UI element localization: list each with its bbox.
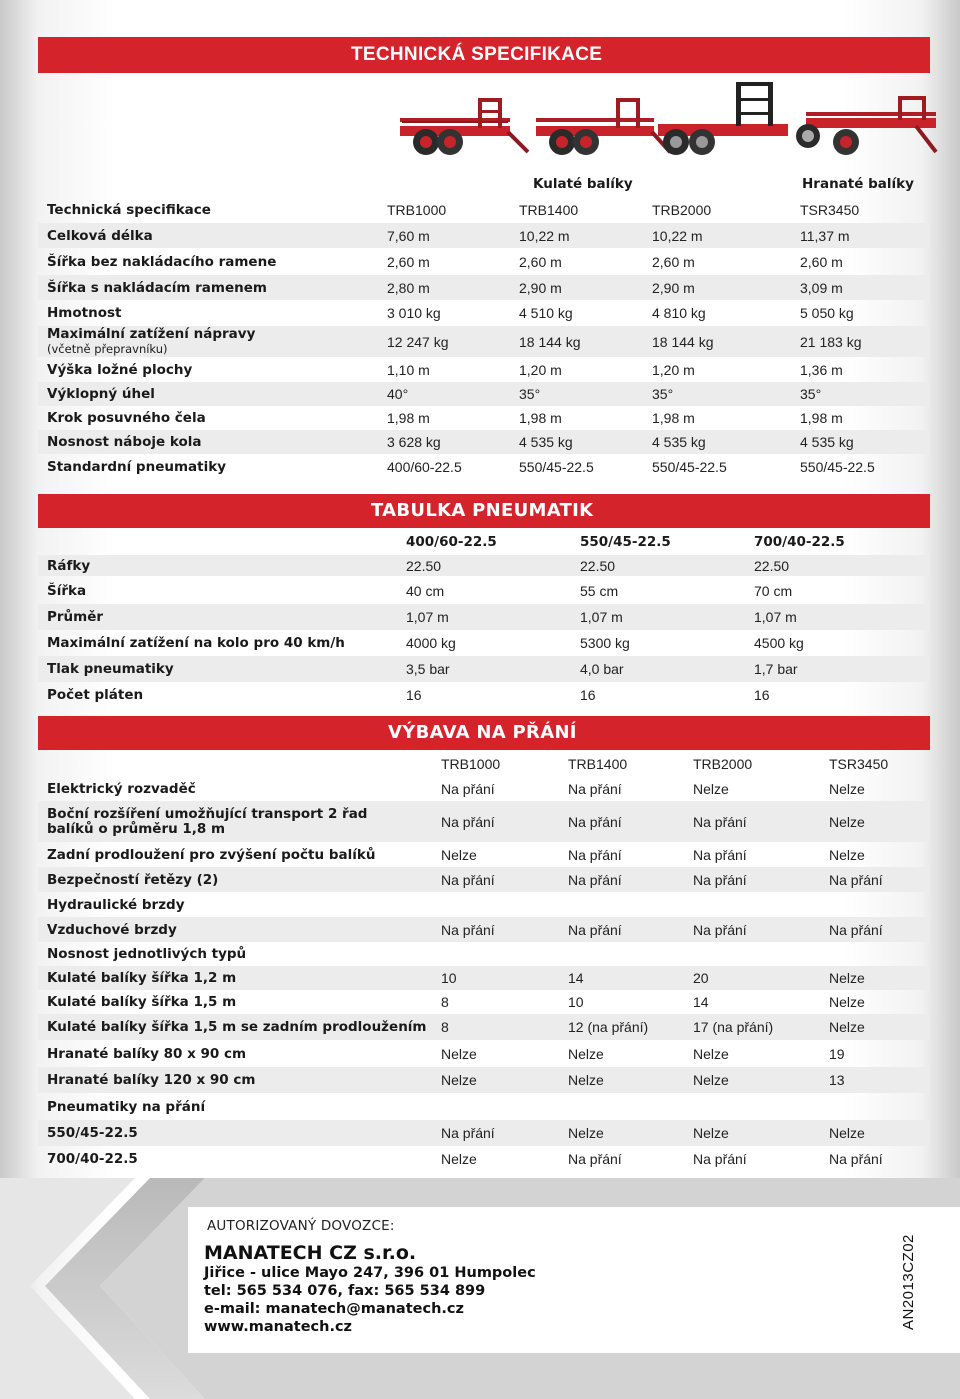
option-value: 14 xyxy=(693,994,709,1010)
spec-row-label: Nosnost náboje kola xyxy=(47,434,202,450)
spec-value: 35° xyxy=(519,386,541,402)
spec-value: 1,20 m xyxy=(519,362,562,378)
spec-value: 2,80 m xyxy=(387,279,430,296)
tyre-value: 40 cm xyxy=(406,583,445,599)
spec-value: 18 144 kg xyxy=(652,333,714,350)
spec-row-label: Výklopný úhel xyxy=(47,386,155,402)
spec-value: 1,10 m xyxy=(387,362,430,378)
option-value: Na přání xyxy=(693,1151,747,1167)
option-value: Na přání xyxy=(441,813,495,830)
tyre-value: 1,07 m xyxy=(406,609,449,625)
option-value: Nelze xyxy=(568,1072,604,1088)
spec-value: 4 510 kg xyxy=(519,304,573,321)
spec-value: 2,90 m xyxy=(652,279,695,296)
spec-value: 1,98 m xyxy=(519,410,562,426)
option-row xyxy=(38,1093,930,1120)
spec-row-label: Krok posuvného čela xyxy=(47,410,206,426)
spec-row xyxy=(38,454,930,479)
tyres-header-row xyxy=(38,530,930,554)
option-value: Nelze xyxy=(693,780,729,797)
option-value: Na přání xyxy=(568,1151,622,1167)
option-row xyxy=(38,1040,930,1067)
spec-value: 400/60-22.5 xyxy=(387,458,462,475)
spec-row xyxy=(38,326,930,357)
option-value: Na přání xyxy=(441,871,495,888)
option-row-label: Kulaté balíky šířka 1,5 m se zadním prodloužením xyxy=(47,1019,427,1035)
option-row-label-line: balíků o průměru 1,8 m xyxy=(47,820,226,837)
option-value: 20 xyxy=(693,970,709,986)
option-value: Nelze xyxy=(829,970,865,986)
spec-row-label: Šířka bez nakládacího ramene xyxy=(47,253,277,270)
option-value: Na přání xyxy=(693,871,747,888)
option-row xyxy=(38,801,930,842)
spec-row-sublabel: (včetně přepravníku) xyxy=(47,341,168,356)
tyres-title-bar xyxy=(38,494,930,528)
spec-row xyxy=(38,382,930,406)
option-value: 8 xyxy=(441,994,449,1010)
option-row xyxy=(38,892,930,917)
option-value: Nelze xyxy=(441,1072,477,1088)
option-value: Na přání xyxy=(441,780,495,797)
spec-row-label: Technická specifikace xyxy=(47,202,211,218)
option-value: Na přání xyxy=(693,813,747,830)
option-row xyxy=(38,990,930,1014)
option-row-label: Kulaté balíky šířka 1,2 m xyxy=(47,970,237,986)
tyre-row-label: Ráfky xyxy=(47,557,91,574)
tyre-value: 4,0 bar xyxy=(580,661,624,677)
group-square-bales: Hranaté balíky xyxy=(802,176,914,192)
tyre-value: 1,7 bar xyxy=(754,661,798,677)
options-title-bar xyxy=(38,716,930,750)
tyre-row xyxy=(38,656,930,682)
option-value: Nelze xyxy=(441,846,477,863)
spec-value: 18 144 kg xyxy=(519,333,581,350)
spec-row-label: Celková délka xyxy=(47,227,153,244)
spec-value: 35° xyxy=(800,386,822,402)
tyre-row-label: Průměr xyxy=(47,609,104,625)
spec-row-label-text: Maximální zatížení nápravy xyxy=(47,325,256,342)
option-row-label: Elektrický rozvaděč xyxy=(47,780,196,797)
spec-row xyxy=(38,430,930,454)
option-value: Na přání xyxy=(568,921,622,938)
spec-title: TECHNICKÁ SPECIFIKACE xyxy=(351,44,603,65)
tyres-header: 400/60-22.5 xyxy=(406,534,497,550)
tyre-row xyxy=(38,630,930,656)
spec-value: 4 535 kg xyxy=(519,434,573,450)
option-row-label: Bezpečností řetězy (2) xyxy=(47,871,219,888)
spec-value: TRB2000 xyxy=(652,202,712,218)
tyre-value: 55 cm xyxy=(580,583,619,599)
option-row xyxy=(38,966,930,990)
tyre-value: 16 xyxy=(754,687,770,703)
tyre-row xyxy=(38,578,930,604)
tyre-row-label: Počet pláten xyxy=(47,687,144,703)
tyre-value: 1,07 m xyxy=(754,609,797,625)
option-value: Na přání xyxy=(693,846,747,863)
spec-title-bar xyxy=(38,37,930,73)
tyre-value: 16 xyxy=(406,687,422,703)
tyres-header: 550/45-22.5 xyxy=(580,534,671,550)
company-address: Jiřice - ulice Mayo 247, 396 01 Humpolec xyxy=(204,1265,536,1281)
tyre-value: 4500 kg xyxy=(754,635,804,651)
spec-row xyxy=(38,249,930,274)
option-value: Nelze xyxy=(441,1045,477,1062)
tyres-title: TABULKA PNEUMATIK xyxy=(371,500,594,521)
option-row xyxy=(38,1014,930,1040)
option-row xyxy=(38,942,930,966)
spec-value: TSR3450 xyxy=(800,202,860,218)
spec-value: 550/45-22.5 xyxy=(800,458,875,475)
options-header: TRB1400 xyxy=(568,756,628,772)
option-value: 10 xyxy=(441,970,457,986)
tyre-row xyxy=(38,555,930,576)
option-value: Nelze xyxy=(829,813,865,830)
option-value: Nelze xyxy=(829,1125,865,1141)
option-row xyxy=(38,776,930,801)
spec-value: 3 628 kg xyxy=(387,434,441,450)
spec-value: 40° xyxy=(387,386,409,402)
company-email[interactable]: e-mail: manatech@manatech.cz xyxy=(204,1301,464,1317)
option-value: Na přání xyxy=(441,921,495,938)
spec-value: 11,37 m xyxy=(800,227,850,244)
options-header-row xyxy=(38,752,930,776)
option-row-label: Hranaté balíky 80 x 90 cm xyxy=(47,1045,247,1062)
spec-row xyxy=(38,300,930,325)
spec-value: TRB1400 xyxy=(519,202,579,218)
option-value: 19 xyxy=(829,1045,845,1062)
option-row-label: Vzduchové brzdy xyxy=(47,921,177,938)
option-value: Nelze xyxy=(693,1045,729,1062)
option-value: Nelze xyxy=(693,1072,729,1088)
option-value: Na přání xyxy=(829,1151,883,1167)
tyre-value: 4000 kg xyxy=(406,635,456,651)
option-value: Na přání xyxy=(441,1125,495,1141)
spec-value: 7,60 m xyxy=(387,227,430,244)
option-row-label: Pneumatiky na přání xyxy=(47,1098,206,1115)
tyre-value: 22.50 xyxy=(754,557,790,574)
option-value: 13 xyxy=(829,1072,845,1088)
option-value: Na přání xyxy=(568,871,622,888)
company-web[interactable]: www.manatech.cz xyxy=(204,1319,352,1335)
option-value: 12 (na přání) xyxy=(568,1019,649,1035)
tyre-row-label: Šířka xyxy=(47,583,87,599)
spec-value: 5 050 kg xyxy=(800,304,854,321)
option-value: 8 xyxy=(441,1019,449,1035)
tyre-row xyxy=(38,682,930,708)
option-value: Nelze xyxy=(829,1019,865,1035)
options-title: VÝBAVA NA PŘÁNÍ xyxy=(388,722,577,743)
option-row xyxy=(38,917,930,942)
tyre-row xyxy=(38,604,930,630)
options-header: TSR3450 xyxy=(829,756,889,772)
spec-row-label: Hmotnost xyxy=(47,304,122,321)
spec-value: 2,60 m xyxy=(800,253,843,270)
option-value: Na přání xyxy=(568,846,622,863)
tyre-value: 16 xyxy=(580,687,596,703)
spec-value: 1,98 m xyxy=(800,410,843,426)
spec-row xyxy=(38,358,930,382)
spec-value: 35° xyxy=(652,386,674,402)
option-value: 17 (na přání) xyxy=(693,1019,774,1035)
spec-value: 1,36 m xyxy=(800,362,843,378)
option-value: Na přání xyxy=(568,780,622,797)
spec-value: 4 810 kg xyxy=(652,304,706,321)
spec-value: 1,98 m xyxy=(652,410,695,426)
tyre-value: 3,5 bar xyxy=(406,661,450,677)
option-value: Nelze xyxy=(829,846,865,863)
tyre-row-label: Tlak pneumatiky xyxy=(47,661,174,677)
tyre-row-label: Maximální zatížení na kolo pro 40 km/h xyxy=(47,635,345,651)
option-row xyxy=(38,867,930,892)
option-value: Na přání xyxy=(693,921,747,938)
option-row-label: Zadní prodloužení pro zvýšení počtu balíků xyxy=(47,846,376,863)
document-code: AN2013CZ02 xyxy=(900,1234,917,1330)
option-row-label: Hranaté balíky 120 x 90 cm xyxy=(47,1072,256,1088)
spec-value: 1,98 m xyxy=(387,410,430,426)
option-value: Nelze xyxy=(829,994,865,1010)
option-value: Na přání xyxy=(829,871,883,888)
spec-row-label xyxy=(47,326,255,357)
spec-value: 12 247 kg xyxy=(387,333,449,350)
tyre-value: 22.50 xyxy=(406,557,442,574)
option-row xyxy=(38,1067,930,1093)
spec-row-label: Šířka s nakládacím ramenem xyxy=(47,279,267,296)
option-row xyxy=(38,842,930,867)
option-value: 14 xyxy=(568,970,584,986)
spec-value: 21 183 kg xyxy=(800,333,862,350)
option-value: 10 xyxy=(568,994,584,1010)
option-row-label: 550/45-22.5 xyxy=(47,1125,138,1141)
option-value: Na přání xyxy=(829,921,883,938)
spec-value: 550/45-22.5 xyxy=(652,458,727,475)
spec-value: 4 535 kg xyxy=(652,434,706,450)
spec-value: 2,90 m xyxy=(519,279,562,296)
option-row-label xyxy=(47,801,367,842)
options-header: TRB1000 xyxy=(441,756,501,772)
spec-value: 4 535 kg xyxy=(800,434,854,450)
option-row xyxy=(38,1146,930,1172)
spec-value: 3 010 kg xyxy=(387,304,441,321)
option-value: Nelze xyxy=(693,1125,729,1141)
option-row-label: 700/40-22.5 xyxy=(47,1151,138,1167)
option-value: Na přání xyxy=(568,813,622,830)
spec-row-label: Standardní pneumatiky xyxy=(47,458,227,475)
option-row-label-line: Boční rozšíření umožňující transport 2 řad xyxy=(47,805,368,822)
group-round-bales: Kulaté balíky xyxy=(533,176,633,192)
option-row xyxy=(38,1120,930,1146)
spec-value: 2,60 m xyxy=(387,253,430,270)
spec-value: 10,22 m xyxy=(519,227,570,244)
authorized-label: AUTORIZOVANÝ DOVOZCE: xyxy=(207,1218,395,1234)
company-name: MANATECH CZ s.r.o. xyxy=(204,1242,417,1264)
option-value: Nelze xyxy=(441,1151,477,1167)
option-row-label: Kulaté balíky šířka 1,5 m xyxy=(47,994,237,1010)
spec-value: 3,09 m xyxy=(800,279,843,296)
spec-row xyxy=(38,223,930,248)
option-row-label: Nosnost jednotlivých typů xyxy=(47,946,247,962)
company-phone: tel: 565 534 076, fax: 565 534 899 xyxy=(204,1283,486,1299)
spec-value: 2,60 m xyxy=(519,253,562,270)
options-header: TRB2000 xyxy=(693,756,753,772)
spec-value: 2,60 m xyxy=(652,253,695,270)
spec-row xyxy=(38,406,930,430)
spec-row xyxy=(38,275,930,300)
trailer-image-tsr3450 xyxy=(786,96,956,162)
spec-value: 1,20 m xyxy=(652,362,695,378)
option-value: Nelze xyxy=(568,1045,604,1062)
option-value: Nelze xyxy=(568,1125,604,1141)
tyres-header: 700/40-22.5 xyxy=(754,534,845,550)
tyre-value: 5300 kg xyxy=(580,635,630,651)
spec-row xyxy=(38,198,930,222)
spec-value: TRB1000 xyxy=(387,202,447,218)
spec-value: 550/45-22.5 xyxy=(519,458,594,475)
spec-group-header xyxy=(38,172,930,196)
tyre-value: 1,07 m xyxy=(580,609,623,625)
spec-value: 10,22 m xyxy=(652,227,703,244)
tyre-value: 22.50 xyxy=(580,557,616,574)
option-value: Nelze xyxy=(829,780,865,797)
option-row-label: Hydraulické brzdy xyxy=(47,896,185,913)
spec-row-label: Výška ložné plochy xyxy=(47,362,193,378)
tyre-value: 70 cm xyxy=(754,583,793,599)
